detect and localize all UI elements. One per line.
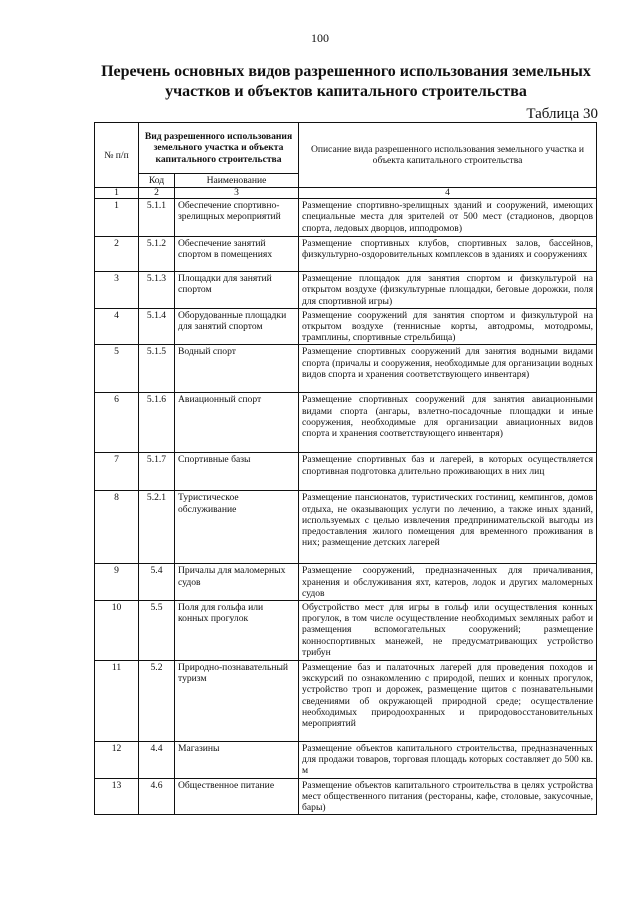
row-number: 12 [95,742,139,779]
permitted-use-table [94,122,597,815]
header-num: № п/п [95,123,139,188]
row-code: 5.1.5 [139,345,175,393]
table-row [95,308,597,345]
row-number: 8 [95,491,139,564]
row-code: 5.1.6 [139,393,175,453]
row-name: Оборудованные площадки для занятий спортом [175,308,299,345]
row-number: 6 [95,393,139,453]
header-description: Описание вида разрешенного использования земельного участка и объекта капитального строительства [299,123,597,188]
row-description: Обустройство мест для игры в гольф или осуществления конных прогулок, в том числе осуществление необходимых земляных работ и размещения вспомогательных сооружений; размещение конноспортивных манежей, не предусматривающих устройство трибун [299,601,597,661]
page-number: 100 [311,31,329,45]
row-number: 4 [95,308,139,345]
row-number: 5 [95,345,139,393]
row-name: Площадки для занятий спортом [175,272,299,309]
column-number: 3 [175,188,299,199]
row-description: Размещение баз и палаточных лагерей для проведения походов и экскурсий по ознакомлению с природой, пеших и конных прогулок, устройство троп и дорожек, размещение щитов с познавательными сведениями об окружающей природной среде; осуществление необходимых природоохранных и природовосстановительных мероприятий [299,661,597,742]
row-code: 5.4 [139,564,175,601]
row-code: 5.1.2 [139,237,175,272]
table-row [95,272,597,309]
row-description: Размещение пансионатов, туристических гостиниц, кемпингов, домов отдыха, не оказывающих услуги по лечению, а также иных зданий, используемых с целью извлечения предпринимательской выгоды из предоставления жилого помещения для временного проживания в них; размещение детских лагерей [299,491,597,564]
table-row [95,199,597,237]
table-row [95,393,597,453]
row-description: Размещение сооружений, предназначенных для причаливания, хранения и обслуживания яхт, катеров, лодок и других маломерных судов [299,564,597,601]
row-description: Размещение площадок для занятия спортом и физкультурой на открытом воздухе (физкультурные площадки, беговые дорожки, поля для спортивной игры) [299,272,597,309]
row-name: Авиационный спорт [175,393,299,453]
row-code: 4.6 [139,778,175,815]
row-code: 5.5 [139,601,175,661]
row-number: 13 [95,778,139,815]
row-description: Размещение спортивных сооружений для занятия авиационными видами спорта (ангары, взлетно-посадочные площадки и иные сооружения, необходимые для организации авиационных видов спорта и хранения соответствующего инвентаря) [299,393,597,453]
row-number: 2 [95,237,139,272]
table-row [95,778,597,815]
header-kind: Вид разрешенного использования земельного участка и объекта капитального строительства [139,123,299,174]
row-name: Общественное питание [175,778,299,815]
table-caption: Таблица 30 [526,106,598,122]
row-name: Поля для гольфа или конных прогулок [175,601,299,661]
row-description: Размещение сооружений для занятия спортом и физкультурой на открытом воздухе (теннисные корты, автодромы, мотодромы, трамплины, спортивные стрельбища) [299,308,597,345]
table-row [95,491,597,564]
row-description: Размещение спортивно-зрелищных зданий и сооружений, имеющих специальные места для зрителей от 500 мест (стадионов, дворцов спорта, ледовых дворцов, ипподромов) [299,199,597,237]
row-number: 11 [95,661,139,742]
row-name: Водный спорт [175,345,299,393]
table-row [95,345,597,393]
row-number: 7 [95,453,139,491]
row-code: 5.1.3 [139,272,175,309]
header-name: Наименование [175,174,299,188]
table-row [95,601,597,661]
row-name: Природно-познавательный туризм [175,661,299,742]
table-row [95,742,597,779]
row-code: 5.1.7 [139,453,175,491]
table-row [95,564,597,601]
column-number: 4 [299,188,597,199]
table-row [95,661,597,742]
row-description: Размещение спортивных баз и лагерей, в которых осуществляется спортивная подготовка длительно проживающих в них лиц [299,453,597,491]
row-description: Размещение объектов капитального строительства в целях устройства мест общественного питания (рестораны, кафе, столовые, закусочные, бары) [299,778,597,815]
table-row [95,237,597,272]
row-name: Спортивные базы [175,453,299,491]
row-name: Туристическое обслуживание [175,491,299,564]
row-code: 5.2 [139,661,175,742]
row-description: Размещение объектов капитального строительства, предназначенных для продажи товаров, торговая площадь которых составляет до 500 кв. м [299,742,597,779]
row-name: Обеспечение занятий спортом в помещениях [175,237,299,272]
row-code: 5.1.4 [139,308,175,345]
column-number: 2 [139,188,175,199]
row-name: Причалы для маломерных судов [175,564,299,601]
row-description: Размещение спортивных клубов, спортивных залов, бассейнов, физкультурно-оздоровительных комплексов в зданиях и сооружениях [299,237,597,272]
row-number: 9 [95,564,139,601]
header-code: Код [139,174,175,188]
row-name: Магазины [175,742,299,779]
column-number: 1 [95,188,139,199]
row-code: 4.4 [139,742,175,779]
row-description: Размещение спортивных сооружений для занятия водными видами спорта (причалы и сооружения, необходимые для организации водных видов спорта и хранения соответствующего инвентаря) [299,345,597,393]
row-number: 3 [95,272,139,309]
row-name: Обеспечение спортивно-зрелищных мероприятий [175,199,299,237]
row-code: 5.1.1 [139,199,175,237]
row-number: 10 [95,601,139,661]
row-code: 5.2.1 [139,491,175,564]
row-number: 1 [95,199,139,237]
table-row [95,453,597,491]
document-title: Перечень основных видов разрешенного использования земельных участков и объектов капитального строительства [101,63,591,100]
